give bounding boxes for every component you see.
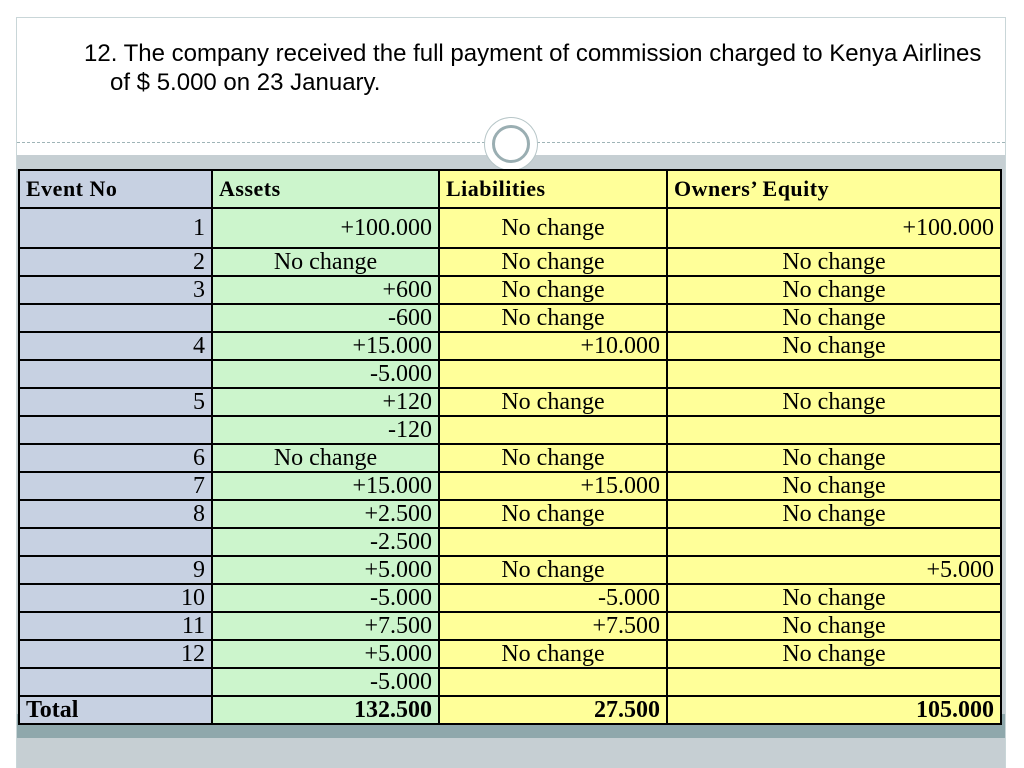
cell-liabilities (439, 360, 667, 388)
cell-assets: +2.500 (212, 500, 439, 528)
table-row (19, 208, 1001, 248)
cell-assets: +5.000 (212, 556, 439, 584)
table-row (19, 304, 1001, 332)
cell-assets: -2.500 (212, 528, 439, 556)
cell-assets: No change (212, 444, 439, 472)
cell-assets: +100.000 (212, 208, 439, 248)
cell-owners-equity: No change (667, 332, 1001, 360)
cell-event-no: 3 (19, 276, 212, 304)
cell-assets: No change (212, 248, 439, 276)
cell-owners-equity: No change (667, 248, 1001, 276)
cell-event-no: 1 (19, 208, 212, 248)
cell-assets: -600 (212, 304, 439, 332)
table-row (19, 416, 1001, 444)
header-assets: Assets (212, 170, 439, 208)
cell-event-no: 8 (19, 500, 212, 528)
cell-owners-equity: +100.000 (667, 208, 1001, 248)
cell-liabilities: +15.000 (439, 472, 667, 500)
cell-event-no: 9 (19, 556, 212, 584)
cell-owners-equity: No change (667, 612, 1001, 640)
accounting-events-table (18, 169, 1002, 725)
cell-owners-equity: No change (667, 640, 1001, 668)
cell-owners-equity: No change (667, 388, 1001, 416)
slide-title: 12. The company received the full payment of commission charged to Kenya Airlines of $ 5.000 on 23 January. (84, 40, 982, 96)
table-row (19, 640, 1001, 668)
cell-assets: -5.000 (212, 584, 439, 612)
cell-liabilities: No change (439, 556, 667, 584)
cell-liabilities: No change (439, 640, 667, 668)
header-owners-equity: Owners’ Equity (667, 170, 1001, 208)
cell-event-no: 2 (19, 248, 212, 276)
total-owners-equity: 105.000 (667, 696, 1001, 724)
cell-event-no (19, 668, 212, 696)
cell-liabilities: +7.500 (439, 612, 667, 640)
table-total-row (19, 696, 1001, 724)
cell-event-no: 12 (19, 640, 212, 668)
table-row (19, 500, 1001, 528)
cell-liabilities: No change (439, 304, 667, 332)
table-row (19, 388, 1001, 416)
cell-owners-equity: No change (667, 444, 1001, 472)
cell-liabilities: -5.000 (439, 584, 667, 612)
cell-event-no: 11 (19, 612, 212, 640)
cell-event-no (19, 360, 212, 388)
cell-liabilities (439, 528, 667, 556)
total-label: Total (19, 696, 212, 724)
cell-liabilities: +10.000 (439, 332, 667, 360)
total-assets: 132.500 (212, 696, 439, 724)
cell-owners-equity: No change (667, 472, 1001, 500)
cell-assets: +600 (212, 276, 439, 304)
cell-event-no: 6 (19, 444, 212, 472)
cell-liabilities: No change (439, 444, 667, 472)
cell-liabilities: No change (439, 388, 667, 416)
cell-liabilities (439, 416, 667, 444)
cell-owners-equity: No change (667, 500, 1001, 528)
cell-owners-equity (667, 360, 1001, 388)
table-row (19, 360, 1001, 388)
cell-owners-equity: No change (667, 584, 1001, 612)
table-row (19, 668, 1001, 696)
header-event-no: Event No (19, 170, 212, 208)
cell-event-no: 4 (19, 332, 212, 360)
header-liabilities: Liabilities (439, 170, 667, 208)
cell-owners-equity (667, 528, 1001, 556)
cell-liabilities (439, 668, 667, 696)
table-row (19, 332, 1001, 360)
cell-assets: -120 (212, 416, 439, 444)
cell-assets: +15.000 (212, 472, 439, 500)
cell-assets: +5.000 (212, 640, 439, 668)
cell-liabilities: No change (439, 500, 667, 528)
cell-event-no: 7 (19, 472, 212, 500)
cell-event-no: 5 (19, 388, 212, 416)
cell-assets: +120 (212, 388, 439, 416)
cell-event-no (19, 416, 212, 444)
cell-owners-equity: No change (667, 304, 1001, 332)
table-row (19, 248, 1001, 276)
table-body (19, 208, 1001, 724)
cell-assets: -5.000 (212, 668, 439, 696)
total-liabilities: 27.500 (439, 696, 667, 724)
table-row (19, 584, 1001, 612)
table-row (19, 612, 1001, 640)
cell-owners-equity: +5.000 (667, 556, 1001, 584)
table-row (19, 444, 1001, 472)
cell-assets: +15.000 (212, 332, 439, 360)
table-row (19, 528, 1001, 556)
cell-assets: -5.000 (212, 360, 439, 388)
cell-event-no: 10 (19, 584, 212, 612)
table-row (19, 472, 1001, 500)
table-header-row (19, 170, 1001, 208)
cell-owners-equity: No change (667, 276, 1001, 304)
cell-event-no (19, 528, 212, 556)
circle-ornament-icon (484, 117, 538, 171)
cell-owners-equity (667, 416, 1001, 444)
table-row (19, 276, 1001, 304)
cell-owners-equity (667, 668, 1001, 696)
table-row (19, 556, 1001, 584)
cell-liabilities: No change (439, 248, 667, 276)
cell-liabilities: No change (439, 208, 667, 248)
cell-assets: +7.500 (212, 612, 439, 640)
cell-liabilities: No change (439, 276, 667, 304)
cell-event-no (19, 304, 212, 332)
